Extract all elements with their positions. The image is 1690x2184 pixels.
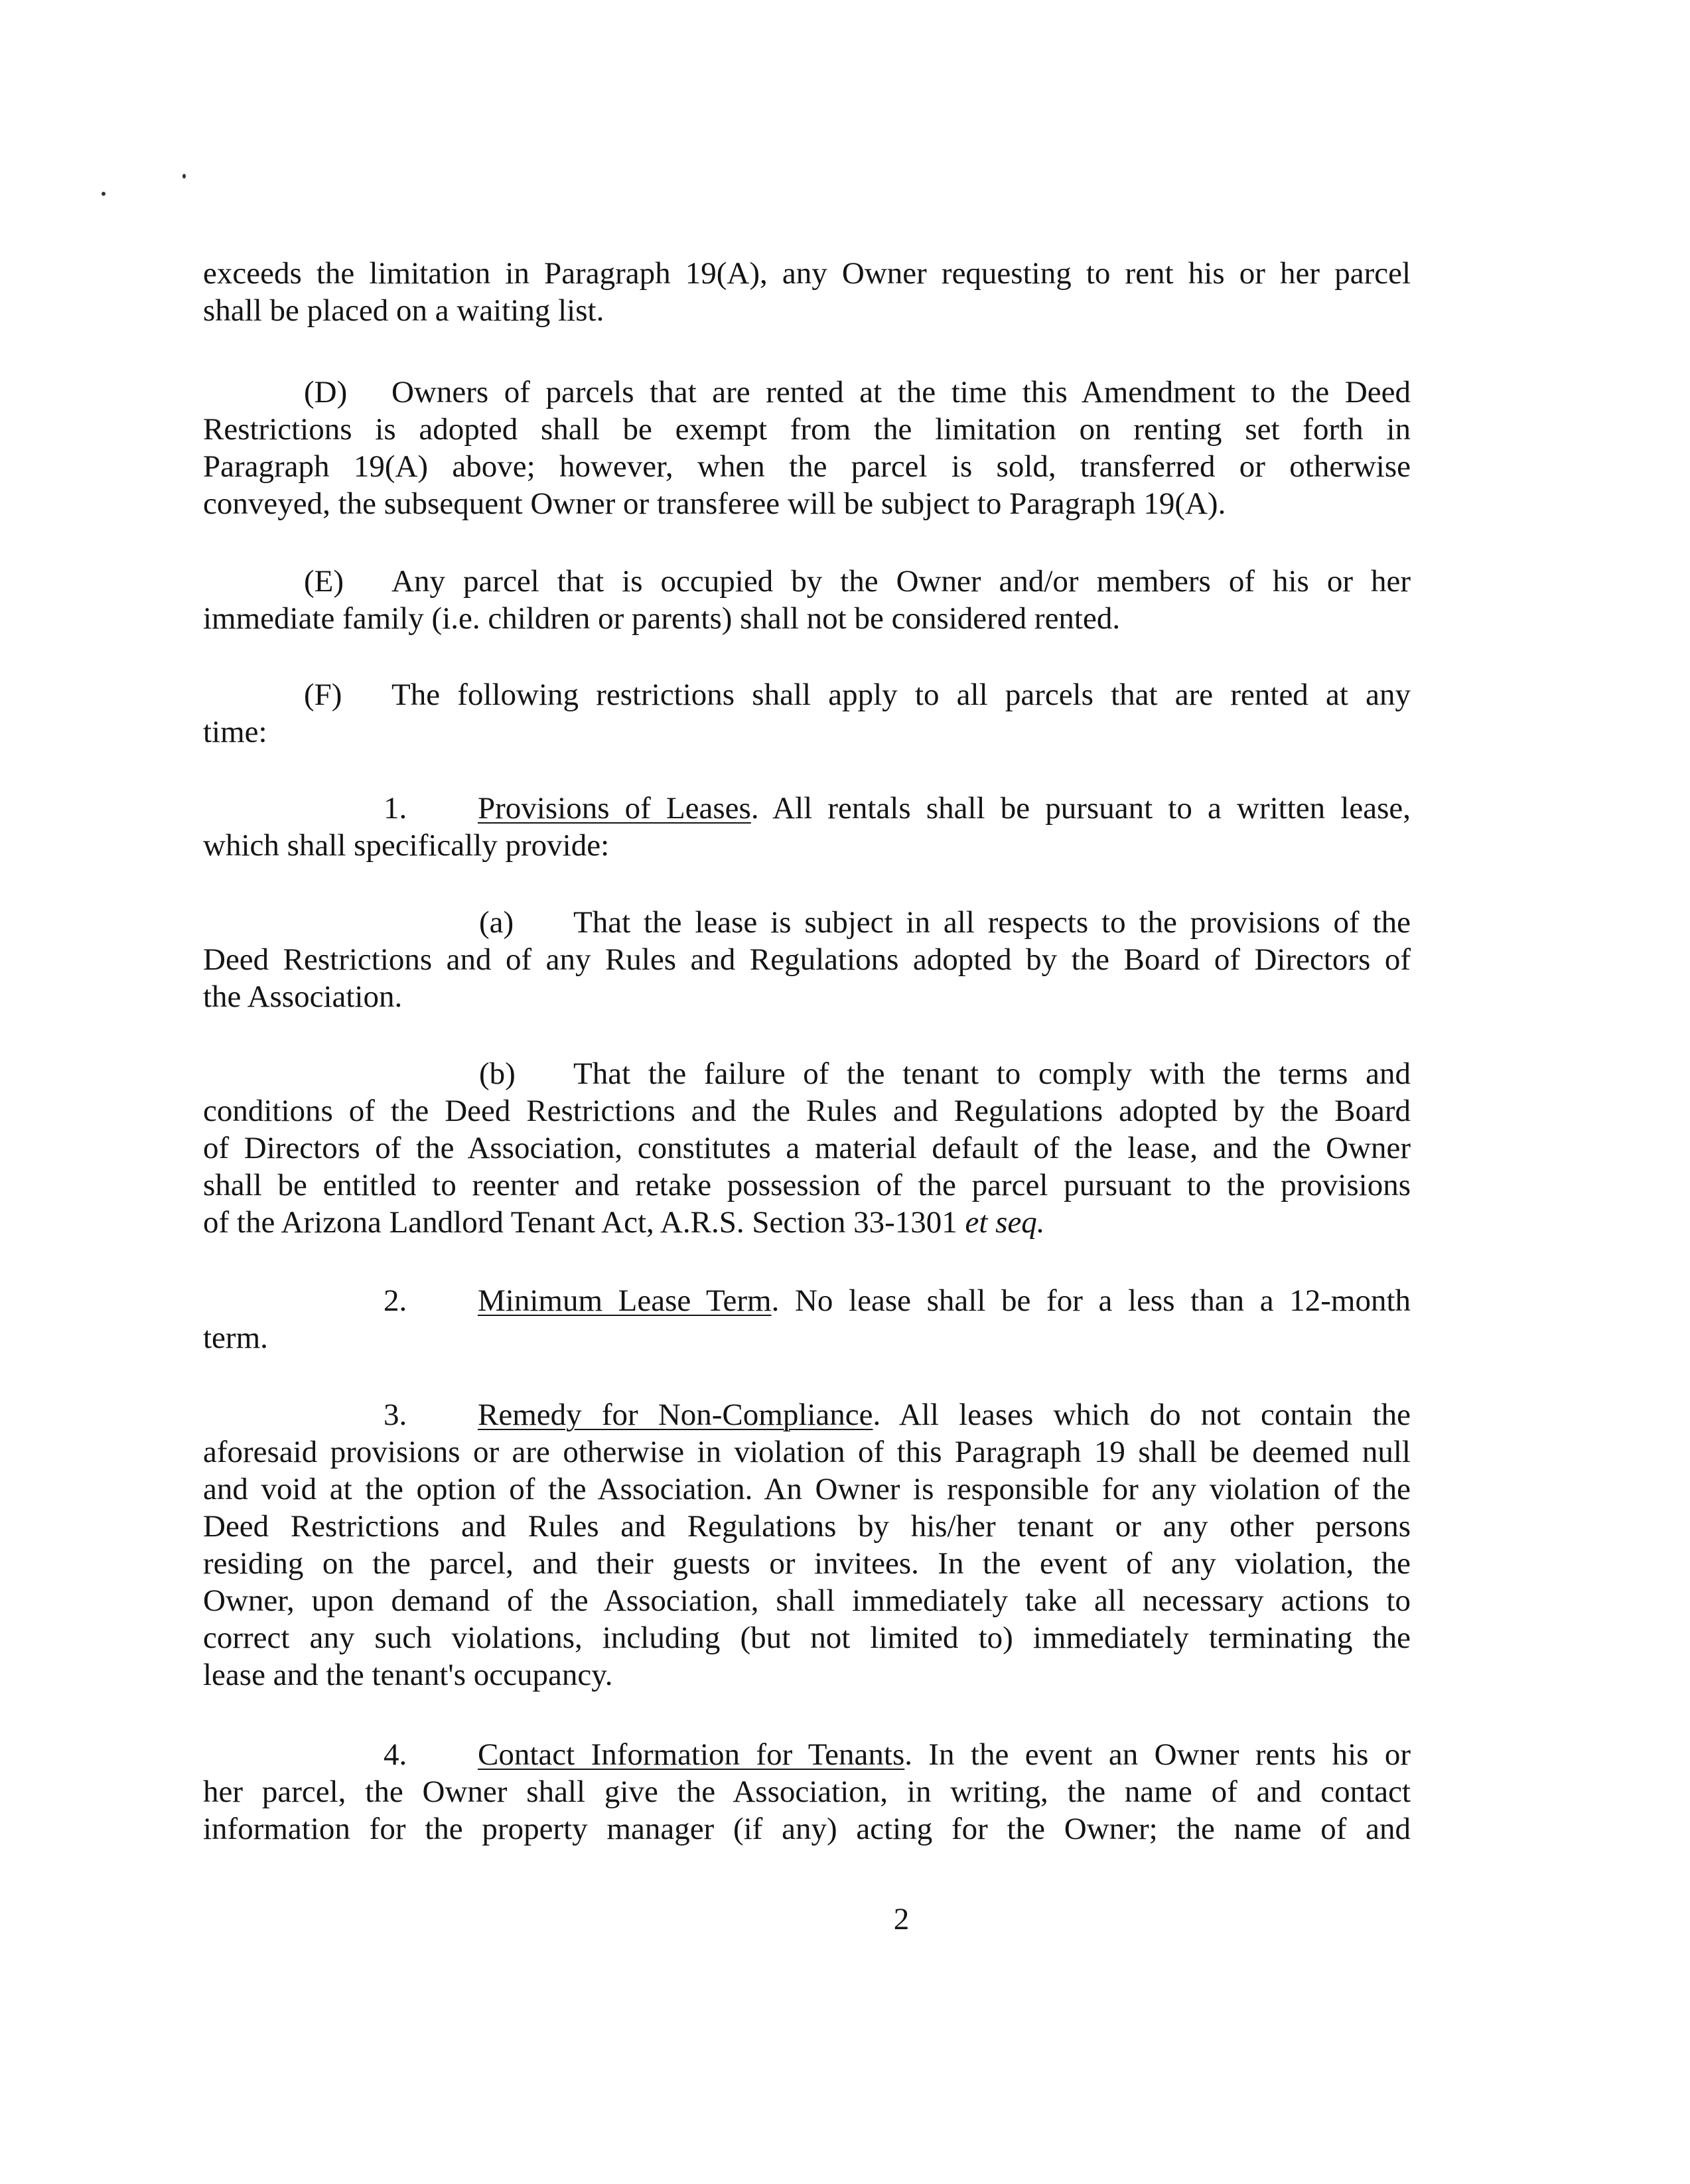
item-4 <box>203 1736 1411 1848</box>
text-line <box>203 1204 1411 1241</box>
text-run: . No lease shall be for a less than a 12-month <box>771 1283 1411 1318</box>
text-line: information for the property manager (if any) acting for the Owner; the name of and <box>203 1812 1411 1846</box>
text-line: immediate family (i.e. children or parents) shall not be considered rented. <box>203 601 1121 636</box>
text-line: Paragraph 19(A) above; however, when the parcel is sold, transferred or otherwise <box>203 449 1411 484</box>
text-line: lease and the tenant's occupancy. <box>203 1658 613 1692</box>
text-line: correct any such violations, including (but not limited to) immediately terminating the <box>203 1621 1411 1655</box>
item-4-number: 4. <box>384 1737 407 1772</box>
text-line: Deed Restrictions and Rules and Regulations by his/her tenant or any other persons <box>203 1509 1411 1544</box>
text-line: residing on the parcel, and their guests or invitees. In the event of any violation, the <box>203 1546 1411 1581</box>
text-line: conveyed, the subsequent Owner or transferee will be subject to Paragraph 19(A). <box>203 486 1226 521</box>
item-2-heading: Minimum Lease Term <box>478 1283 772 1318</box>
text-line <box>478 1282 1411 1319</box>
item-1a <box>203 904 1411 1015</box>
item-3 <box>203 1396 1411 1694</box>
paragraph-f-marker: (F) <box>304 678 342 712</box>
item-1 <box>203 790 1411 864</box>
text-run: . All leases which do not contain the <box>873 1398 1411 1432</box>
et-seq-italic: et seq. <box>965 1205 1045 1240</box>
text-line: the Association. <box>203 980 403 1014</box>
item-1-number: 1. <box>384 791 407 826</box>
text-line: Owner, upon demand of the Association, shall immediately take all necessary actions to <box>203 1583 1411 1618</box>
text-line: which shall specifically provide: <box>203 828 610 863</box>
page-number: 2 <box>893 1902 910 1936</box>
text-line: shall be placed on a waiting list. <box>203 293 604 328</box>
text-line: her parcel, the Owner shall give the Association, in writing, the name of and contact <box>203 1775 1411 1809</box>
item-1a-marker: (a) <box>479 905 514 940</box>
item-2 <box>203 1282 1411 1356</box>
text-line: term. <box>203 1321 268 1355</box>
text-line: shall be entitled to reenter and retake possession of the parcel pursuant to the provisions <box>203 1168 1411 1202</box>
text-line: time: <box>203 715 267 749</box>
text-line <box>478 1396 1411 1433</box>
text-line: exceeds the limitation in Paragraph 19(A), any Owner requesting to rent his or her parcel <box>203 256 1411 291</box>
text-line: The following restrictions shall apply to all parcels that are rented at any <box>391 678 1411 712</box>
text-line: and void at the option of the Association. An Owner is responsible for any violation of the <box>203 1472 1411 1506</box>
text-line <box>478 790 1411 827</box>
item-1b <box>203 1055 1411 1241</box>
item-1b-marker: (b) <box>479 1056 516 1091</box>
item-3-heading: Remedy for Non-Compliance <box>478 1398 873 1432</box>
item-2-number: 2. <box>384 1283 407 1318</box>
scan-speck <box>102 192 106 196</box>
item-3-number: 3. <box>384 1398 407 1432</box>
paragraph-e-marker: (E) <box>304 564 344 599</box>
text-line: That the failure of the tenant to comply with the terms and <box>573 1056 1411 1091</box>
paragraph-d-marker: (D) <box>304 375 348 409</box>
item-1-heading: Provisions of Leases <box>478 791 751 826</box>
paragraph-e <box>203 563 1411 637</box>
text-line: Owners of parcels that are rented at the time this Amendment to the Deed <box>391 375 1411 409</box>
scan-speck <box>182 174 186 179</box>
text-line <box>478 1736 1411 1773</box>
text-run: . All rentals shall be pursuant to a written lease, <box>750 791 1411 826</box>
text-line: Any parcel that is occupied by the Owner and/or members of his or her <box>391 564 1411 599</box>
text-run: of the Arizona Landlord Tenant Act, A.R.S. Section 33-1301 <box>203 1205 965 1240</box>
text-line: Restrictions is adopted shall be exempt from the limitation on renting set forth in <box>203 412 1411 447</box>
paragraph-f <box>203 676 1411 751</box>
text-line: conditions of the Deed Restrictions and the Rules and Regulations adopted by the Board <box>203 1094 1411 1128</box>
item-4-heading: Contact Information for Tenants <box>478 1737 905 1772</box>
text-line: of Directors of the Association, constitutes a material default of the lease, and the Owner <box>203 1131 1411 1165</box>
intro-paragraph <box>203 255 1411 329</box>
text-line: aforesaid provisions or are otherwise in violation of this Paragraph 19 shall be deemed null <box>203 1435 1411 1469</box>
text-line: Deed Restrictions and of any Rules and Regulations adopted by the Board of Directors of <box>203 942 1411 977</box>
text-run: . In the event an Owner rents his or <box>904 1737 1411 1772</box>
paragraph-d <box>203 374 1411 522</box>
text-line: That the lease is subject in all respects to the provisions of the <box>573 905 1411 940</box>
